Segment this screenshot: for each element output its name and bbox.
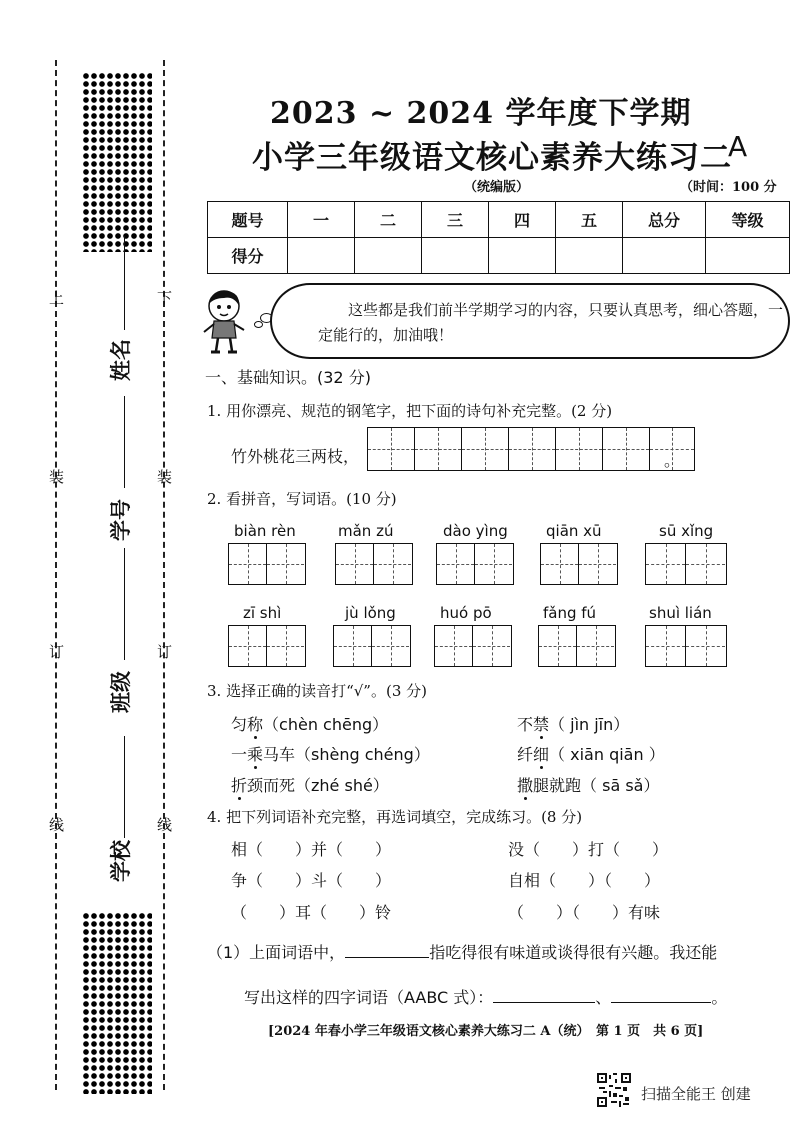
exam-title-year: 2023 ~ 2024 学年度下学期 (270, 96, 692, 131)
word-grid[interactable] (434, 625, 512, 667)
name-field-line[interactable] (124, 236, 125, 330)
score-header-cell: 题号 (208, 202, 288, 238)
grid-cell[interactable] (646, 626, 686, 666)
score-table (207, 201, 790, 274)
grid-cell[interactable] (686, 544, 725, 584)
score-header-cell: 等级 (706, 202, 790, 238)
word-dotted-char: 乘 (247, 745, 264, 764)
word-grid[interactable] (645, 543, 727, 585)
student-id-label: 学号 (109, 499, 133, 541)
grid-cell[interactable] (267, 544, 304, 584)
pinyin-choices: 腿就跑（ sā sǎ） (533, 776, 660, 795)
pinyin-label: shuì lián (649, 604, 712, 622)
grid-cell[interactable] (336, 544, 374, 584)
sub-question-1-text-b: 指吃得很有味道或谈得很有兴趣。我还能 (429, 943, 718, 962)
word-grid[interactable] (645, 625, 727, 667)
question-2-prompt: 2. 看拼音，写词语。(10 分) (207, 490, 397, 508)
pronunciation-option[interactable] (517, 712, 629, 735)
word-dotted-char: 撒 (517, 776, 534, 795)
pinyin-label: sū xǐng (659, 522, 714, 540)
grid-cell[interactable] (475, 544, 512, 584)
binding-mark-right-1: 下 (157, 289, 173, 307)
poem-writing-grid[interactable] (367, 427, 695, 471)
pronunciation-option[interactable] (517, 742, 665, 765)
word-part: 一 (231, 745, 248, 764)
class-field-line[interactable] (124, 548, 125, 660)
time-limit: （时间：100 分 (680, 180, 777, 195)
answer-blank[interactable] (493, 987, 595, 1003)
pinyin-choices: 颈而死（zhé shé） (247, 776, 389, 795)
cartoon-student-illustration (196, 286, 252, 356)
exam-version: A (728, 130, 748, 163)
grid-cell[interactable] (334, 626, 372, 666)
sub-question-1-text-a: （1）上面词语中， (207, 943, 346, 962)
word-part: 匀 (231, 715, 248, 734)
score-header-cell: 二 (355, 202, 422, 238)
score-cell[interactable] (556, 238, 623, 274)
pinyin-label: zī shì (243, 604, 282, 622)
exam-title-main: 小学三年级语文核心素养大练习二 (252, 140, 732, 176)
grid-cell[interactable] (229, 626, 267, 666)
student-id-field-line[interactable] (124, 396, 125, 488)
question-3-prompt: 3. 选择正确的读音打“√”。(3 分) (207, 682, 427, 700)
decorative-dot-pattern-bottom (82, 912, 152, 1094)
grid-cell[interactable] (556, 428, 603, 470)
score-cell[interactable] (422, 238, 489, 274)
question-4-prompt: 4. 把下列词语补充完整，再选词填空，完成练习。(8 分) (207, 808, 583, 826)
score-cell[interactable] (489, 238, 556, 274)
idiom-fill-item[interactable]: 相（ ）并（ ） (231, 840, 392, 859)
name-label: 姓名 (109, 339, 133, 381)
school-field-line[interactable] (124, 736, 125, 838)
word-dotted-char: 称 (247, 715, 264, 734)
word-part: 纤 (517, 745, 534, 764)
word-grid[interactable] (436, 543, 514, 585)
score-header-cell: 总分 (623, 202, 706, 238)
score-row-label: 得分 (208, 238, 288, 274)
grid-cell[interactable] (577, 626, 614, 666)
grid-cell[interactable] (229, 544, 267, 584)
pronunciation-option[interactable] (231, 773, 389, 796)
idiom-fill-item[interactable]: （ ）耳（ ）铃 (231, 903, 392, 922)
pinyin-label: dào yìng (443, 522, 508, 540)
answer-blank[interactable] (345, 942, 429, 958)
sub-question-1-text-c: 写出这样的四字词语（AABC 式）： (244, 988, 494, 1007)
binding-mark-right-3: 订 (157, 643, 173, 661)
end-period: 。 (711, 988, 728, 1007)
idiom-fill-item[interactable]: 争（ ）斗（ ） (231, 871, 392, 890)
pinyin-label: biàn rèn (234, 522, 296, 540)
word-grid[interactable] (228, 625, 306, 667)
school-label: 学校 (109, 840, 133, 882)
grid-cell[interactable] (579, 544, 616, 584)
grid-cell[interactable] (603, 428, 650, 470)
idiom-fill-item[interactable]: （ ）（ ）有味 (508, 903, 661, 922)
grid-cell[interactable] (462, 428, 509, 470)
pinyin-choices: （ jìn jīn） (549, 715, 630, 734)
scanner-watermark: 扫描全能王 创建 (641, 1085, 751, 1103)
word-grid[interactable] (538, 625, 616, 667)
binding-mark-right-2: 装 (157, 468, 173, 486)
grid-cell[interactable] (509, 428, 556, 470)
score-header-cell: 五 (556, 202, 623, 238)
binding-mark-left-1: 上 (49, 289, 65, 307)
encouragement-text: 这些都是我们前半学期学习的内容，只要认真思考，细心答题，一定能行的，加油哦！ (318, 301, 784, 344)
score-cell[interactable] (355, 238, 422, 274)
page-footer: [2024 年春小学三年级语文核心素养大练习二 A（统） 第 1 页 共 6 页] (268, 1024, 704, 1039)
grid-cell[interactable] (539, 626, 577, 666)
grid-cell[interactable] (646, 544, 686, 584)
binding-mark-left-3: 订 (49, 643, 65, 661)
binding-mark-left-4: 线 (49, 816, 65, 834)
pinyin-label: huó pō (440, 604, 492, 622)
word-grid[interactable] (540, 543, 618, 585)
score-cell[interactable] (706, 238, 790, 274)
class-label: 班级 (109, 671, 133, 713)
grid-cell[interactable] (435, 626, 473, 666)
score-header-cell: 一 (288, 202, 355, 238)
poem-end-period: 。 (664, 451, 681, 470)
separator: 、 (595, 988, 612, 1007)
word-dotted-char: 细 (533, 745, 550, 764)
idiom-fill-item[interactable]: 没（ ）打（ ） (508, 840, 669, 859)
score-header-cell: 三 (422, 202, 489, 238)
word-grid[interactable] (335, 543, 413, 585)
question-1-prompt: 1. 用你漂亮、规范的钢笔字，把下面的诗句补充完整。(2 分) (207, 402, 613, 420)
binding-mark-right-4: 线 (157, 816, 173, 834)
poem-lead-line: 竹外桃花三两枝， (231, 447, 360, 466)
grid-cell[interactable] (368, 428, 415, 470)
grid-cell[interactable] (415, 428, 462, 470)
qr-code-icon (597, 1073, 631, 1107)
score-cell[interactable] (288, 238, 355, 274)
pinyin-choices: 马车（shèng chéng） (263, 745, 430, 764)
word-dotted-char: 折 (231, 776, 248, 795)
pinyin-label: fǎng fú (543, 604, 597, 622)
grid-cell[interactable] (541, 544, 579, 584)
cut-line-left (55, 60, 57, 1090)
grid-cell[interactable] (374, 544, 411, 584)
grid-cell[interactable] (267, 626, 304, 666)
cut-line-right (163, 60, 165, 1090)
score-header-cell: 四 (489, 202, 556, 238)
sub-question-1-line2 (244, 985, 727, 1008)
binding-mark-left-2: 装 (49, 468, 65, 486)
word-part: 不 (517, 715, 534, 734)
edition-label: （统编版） (464, 180, 530, 195)
decorative-dot-pattern-top (82, 72, 152, 252)
pronunciation-option[interactable] (517, 773, 659, 796)
word-grid[interactable] (333, 625, 411, 667)
pinyin-label: mǎn zú (338, 522, 394, 540)
sub-question-1-line1 (207, 940, 717, 963)
grid-cell[interactable] (473, 626, 510, 666)
score-cell[interactable] (623, 238, 706, 274)
pinyin-choices: （ xiān qiān ） (549, 745, 665, 764)
pronunciation-option[interactable] (231, 742, 430, 765)
grid-cell[interactable] (372, 626, 409, 666)
grid-cell[interactable] (437, 544, 475, 584)
word-grid[interactable] (228, 543, 306, 585)
grid-cell[interactable] (686, 626, 725, 666)
pronunciation-option[interactable] (231, 712, 388, 735)
answer-blank[interactable] (611, 987, 711, 1003)
pinyin-label: qiān xū (546, 522, 602, 540)
pinyin-choices: （chèn chēng） (263, 715, 389, 734)
section-heading: 一、基础知识。(32 分) (205, 368, 371, 387)
idiom-fill-item[interactable]: 自相（ ）（ ） (508, 871, 661, 890)
word-dotted-char: 禁 (533, 715, 550, 734)
pinyin-label: jù lǒng (345, 604, 396, 622)
thought-bubble-dot-small (254, 321, 263, 328)
